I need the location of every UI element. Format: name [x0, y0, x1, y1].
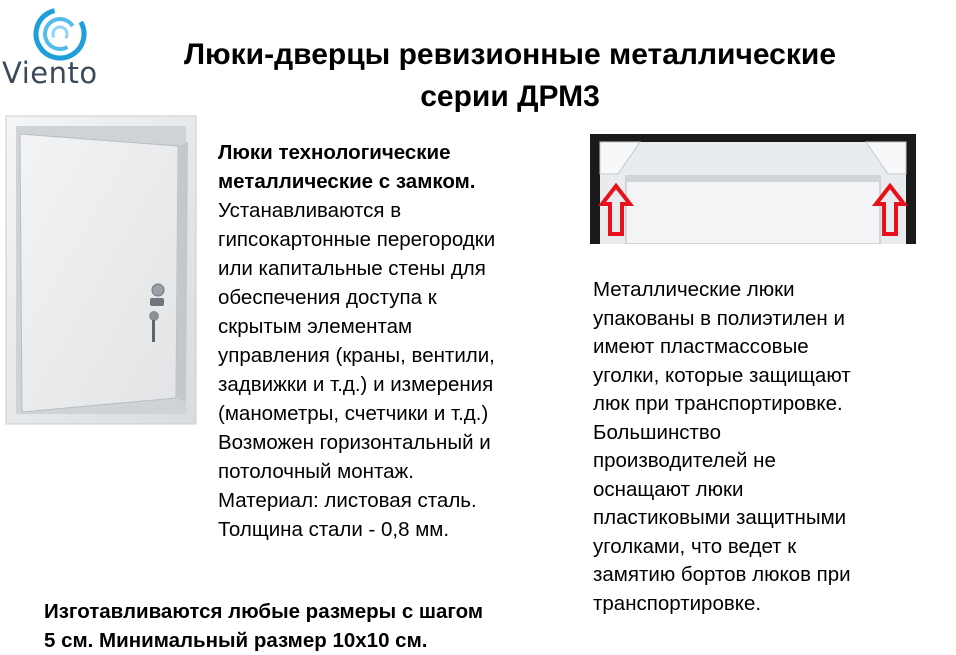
description-line: Материал: листовая сталь. — [218, 489, 477, 512]
packaging-line: транспортировке. — [593, 591, 762, 615]
packaging-description — [593, 276, 913, 618]
viento-logo — [2, 6, 122, 92]
packaging-line: Металлические люки — [593, 278, 795, 301]
size-note — [44, 597, 604, 655]
packaging-line: упакованы в полиэтилен и — [593, 306, 845, 330]
size-note-line: 5 см. Минимальный размер 10х10 см. — [44, 629, 428, 652]
description-line: гипсокартонные перегородки — [218, 228, 496, 251]
description-line: Толщина стали - 0,8 мм. — [218, 518, 450, 541]
packaging-line: уголки, которые защищают — [593, 363, 851, 387]
viento-logo-icon — [32, 6, 88, 62]
packaging-line: Большинство — [593, 420, 721, 444]
title-line: серии ДРМ3 — [420, 80, 600, 113]
description-line: Возможен горизонтальный и — [218, 431, 491, 454]
description-line: скрытым элементам — [218, 315, 413, 338]
description-heading-line: металлические с замком. — [218, 170, 476, 193]
packaging-line: имеют пластмассовые — [593, 335, 809, 358]
packaging-line: люк при транспортировке. — [593, 392, 843, 415]
packaging-line: уголками, что ведет к — [593, 534, 797, 558]
packaging-line: производителей не — [593, 449, 776, 472]
description-line: потолочный монтаж. — [218, 460, 414, 483]
description-line: задвижки и т.д.) и измерения — [218, 373, 494, 396]
description-line: или капитальные стены для — [218, 257, 486, 280]
packaging-line: пластиковыми защитными — [593, 506, 847, 529]
title-line: Люки-дверцы ревизионные металлические — [183, 38, 837, 71]
product-description — [218, 138, 578, 544]
page-title — [130, 34, 890, 118]
description-heading-line: Люки технологические — [218, 141, 451, 164]
size-note-line: Изготавливаются любые размеры с шагом — [44, 600, 484, 623]
access-door-image — [0, 112, 200, 430]
logo-text: Viento — [2, 56, 98, 90]
description-line: обеспечения доступа к — [218, 286, 437, 309]
packaging-line: замятию бортов люков при — [593, 563, 851, 586]
description-line: управления (краны, вентили, — [218, 344, 495, 367]
corner-protector-image — [590, 134, 916, 244]
description-line: (манометры, счетчики и т.д.) — [218, 402, 489, 425]
description-line: Устанавливаются в — [218, 199, 402, 222]
packaging-line: оснащают люки — [593, 477, 744, 501]
